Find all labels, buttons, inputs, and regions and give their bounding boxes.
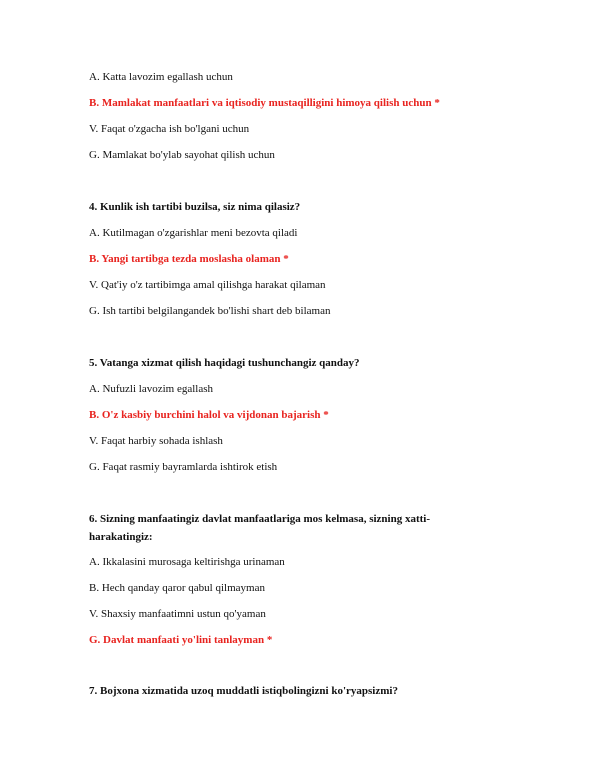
q6-option-g-correct: G. Davlat manfaati yo'lini tanlayman * (89, 634, 273, 646)
q5-option-a: A. Nufuzli lavozim egallash (89, 383, 214, 395)
q5-option-v: V. Faqat harbiy sohada ishlash (89, 435, 223, 447)
question-7: 7. Bojxona xizmatida uzoq muddatli istiqbolingizni ko'ryapsizmi? (89, 685, 398, 697)
option-g: G. Mamlakat bo'ylab sayohat qilish uchun (89, 149, 275, 161)
question-6-line-1: 6. Sizning manfaatingiz davlat manfaatlariga mos kelmasa, sizning xatti- (89, 513, 431, 525)
option-v: V. Faqat o'zgacha ish bo'lgani uchun (89, 123, 250, 135)
q4-option-b-correct: B. Yangi tartibga tezda moslasha olaman * (89, 253, 289, 265)
q4-option-g: G. Ish tartibi belgilangandek bo'lishi shart deb bilaman (89, 305, 331, 317)
q6-option-b: B. Hech qanday qaror qabul qilmayman (89, 582, 265, 594)
option-a: A. Katta lavozim egallash uchun (89, 71, 233, 83)
q5-option-b-correct: B. O'z kasbiy burchini halol va vijdonan bajarish * (89, 409, 329, 421)
q4-option-v: V. Qat'iy o'z tartibimga amal qilishga harakat qilaman (89, 279, 326, 291)
q5-option-g: G. Faqat rasmiy bayramlarda ishtirok etish (89, 461, 278, 473)
question-5: 5. Vatanga xizmat qilish haqidagi tushunchangiz qanday? (89, 357, 360, 369)
q4-option-a: A. Kutilmagan o'zgarishlar meni bezovta qiladi (89, 227, 298, 239)
question-4: 4. Kunlik ish tartibi buzilsa, siz nima qilasiz? (89, 201, 301, 213)
option-b-correct: B. Mamlakat manfaatlari va iqtisodiy mustaqilligini himoya qilish uchun * (89, 97, 440, 109)
q6-option-v: V. Shaxsiy manfaatimni ustun qo'yaman (89, 608, 266, 620)
q6-option-a: A. Ikkalasini murosaga keltirishga urinaman (89, 556, 285, 568)
question-6-line-2: harakatingiz: (89, 531, 153, 543)
